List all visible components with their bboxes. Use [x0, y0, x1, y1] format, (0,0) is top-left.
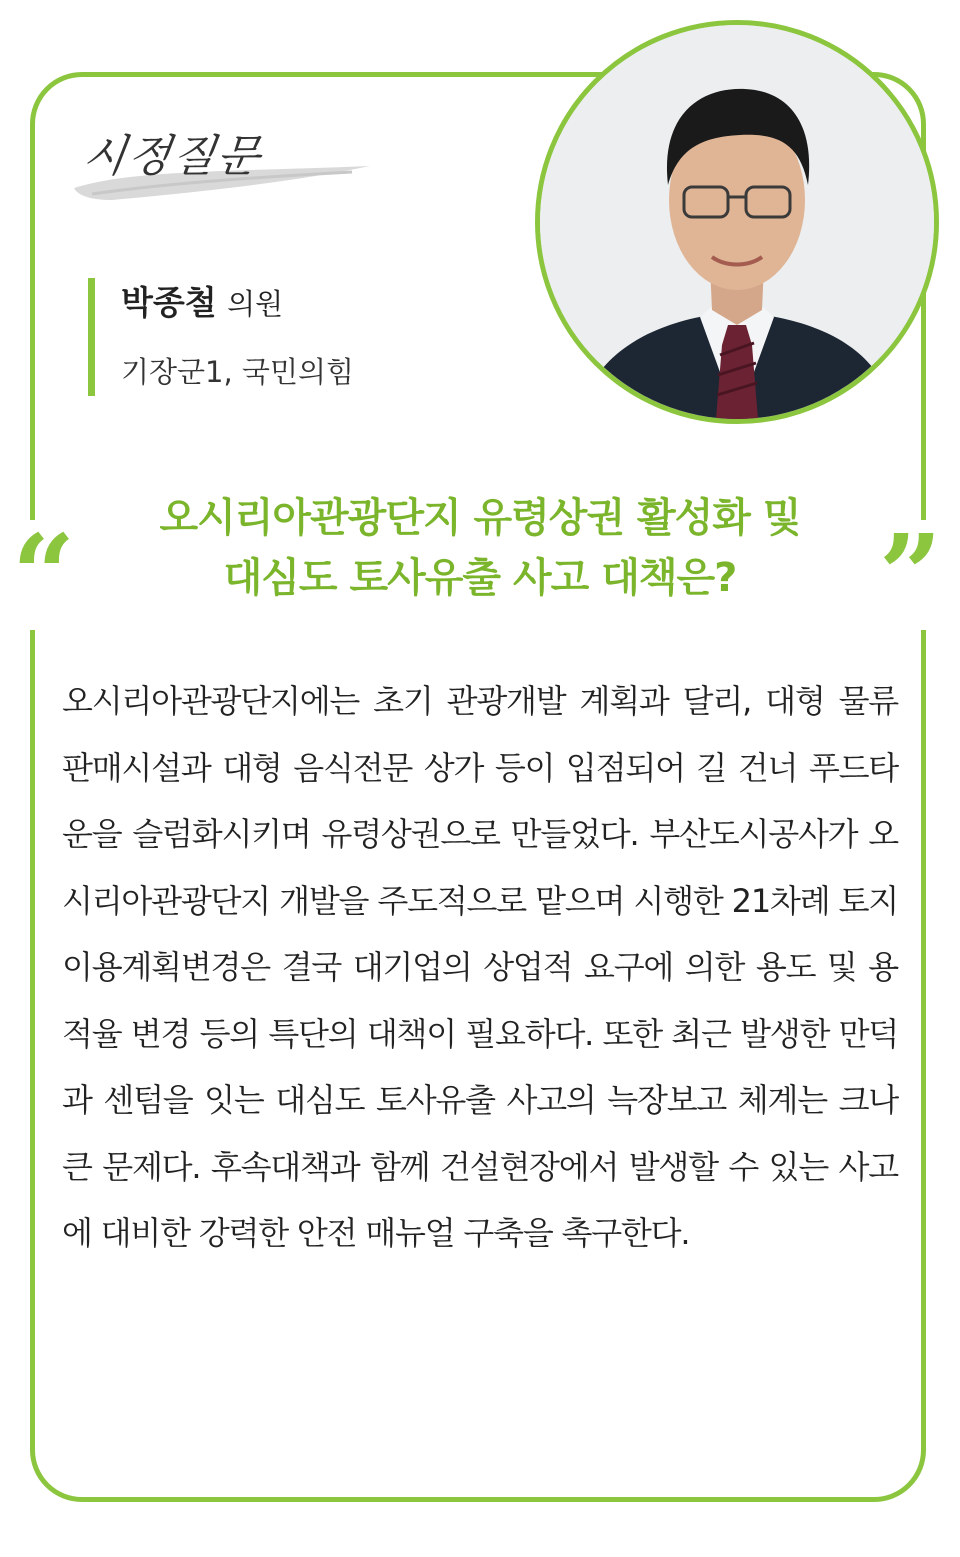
- headline-line-2: 대심도 토사유출 사고 대책은?: [223, 555, 737, 601]
- close-quote-icon: ”: [875, 520, 946, 630]
- member-info: [88, 278, 354, 396]
- section-title: 시정질문: [79, 131, 265, 182]
- headline: [90, 488, 870, 608]
- body-text: 오시리아관광단지에는 초기 관광개발 계획과 달리, 대형 물류 판매시설과 대형 음식전문 상가 등이 입점되어 길 건너 푸드타운을 슬럼화시키며 유령상권으로 만들었다. 부산도시공사가 오시리아관광단지 개발을 주도적으로 맡으며 시행한 21차례 토지이용계획변경은 결국 대기업의 상업적 요구에 의한 용도 및 용적율 변경 등의 특단의 대책이 필요하다. 또한 최근 발생한 만덕과 센텀을 잇는 대심도 토사유출 사고의 늑장보고 체계는 크나큰 문제다. 후속대책과 함께 건설현장에서 발생할 수 있는 사고에 대비한 강력한 안전 매뉴얼 구축을 촉구한다.: [62, 682, 898, 1252]
- member-role: 의원: [227, 287, 284, 321]
- open-quote-icon: “: [8, 520, 79, 630]
- member-name: 박종철: [121, 283, 217, 322]
- member-portrait: [535, 20, 939, 424]
- member-district: 기장군1, 국민의힘: [121, 355, 354, 389]
- headline-line-1: 오시리아관광단지 유령상권 활성화 및: [159, 495, 801, 541]
- section-label: [72, 118, 372, 208]
